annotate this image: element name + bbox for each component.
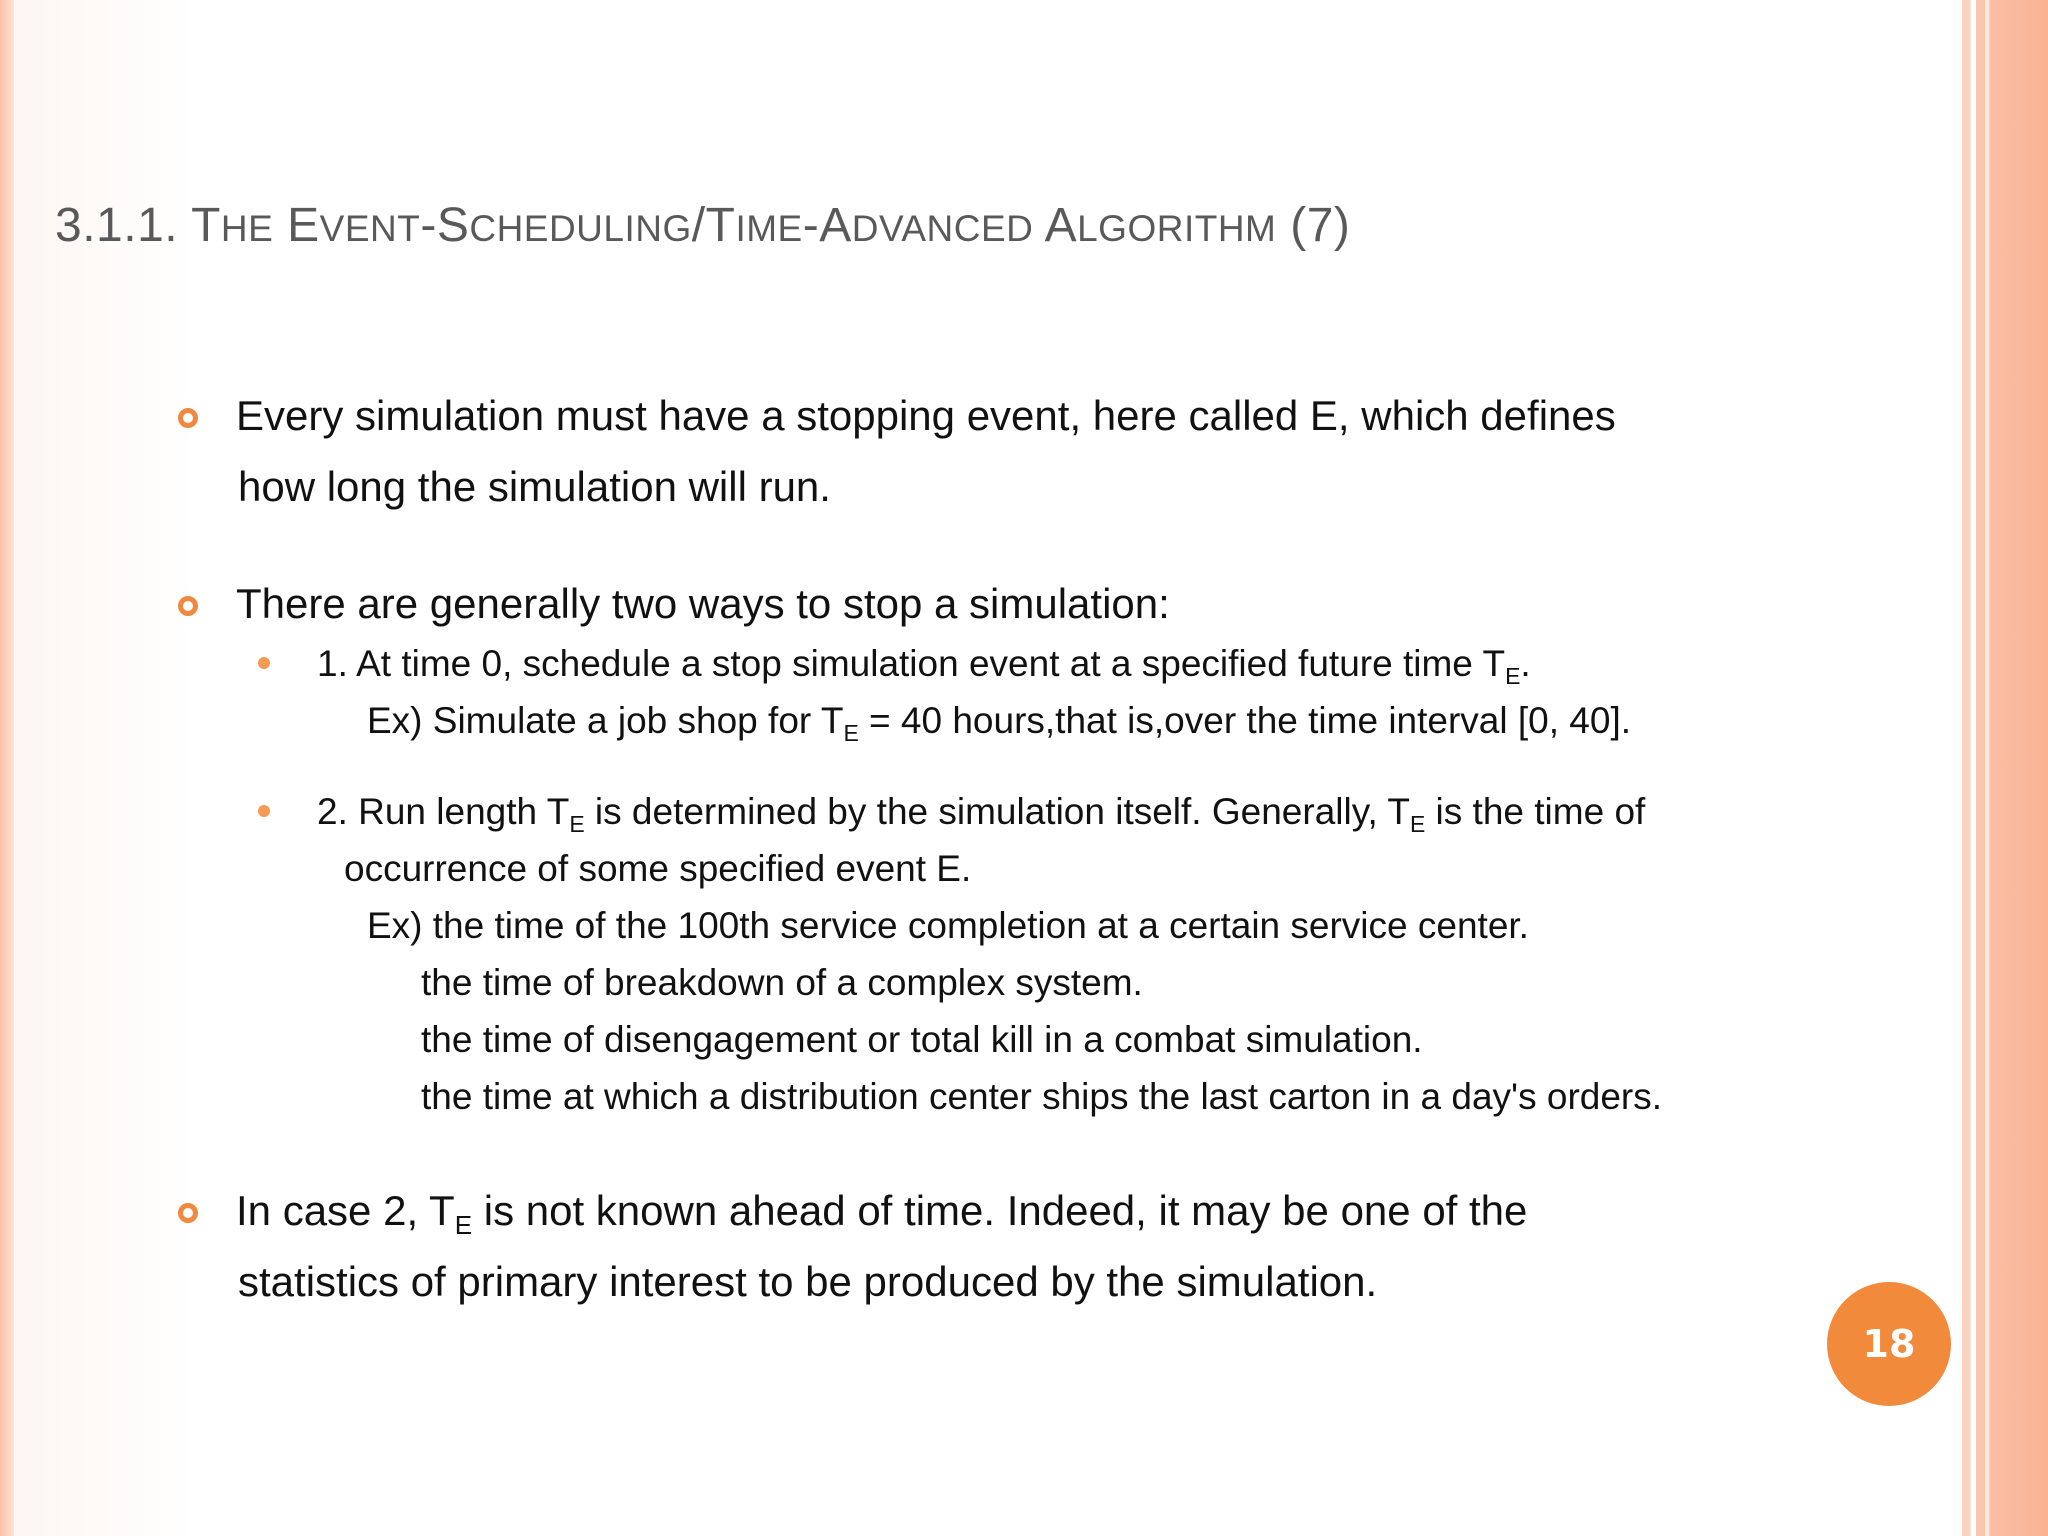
sub2-line2: occurrence of some specified event E. [344,848,972,889]
ring-bullet-icon [178,596,198,616]
sub2-line5: the time of disengagement or total kill in a combat simulation. [421,1019,1423,1060]
title-word: ADVANCED [819,199,1034,252]
bullet1-line1: Every simulation must have a stopping event, here called E, which defines [236,392,1616,439]
dot-bullet-icon [258,805,270,817]
title-separator: / [691,199,706,252]
bullet3-line1: In case 2, $T_E$ is not known ahead of time. Indeed, it may be one of the [236,1187,1528,1241]
title-word: THE [191,199,274,252]
sub1-line2: Ex) Simulate a job shop for $T_E = 40$ hours,that is,over the time interval [0, 40]. [367,700,1632,747]
title-number: 3.1.1. [55,199,179,252]
page-number-badge: 18 [1827,1282,1951,1406]
title-separator: - [802,199,820,252]
title-word: EVENT [287,199,421,252]
ring-bullet-icon [178,1203,198,1223]
title-word: ALGORITHM [1044,199,1277,252]
bullet3-line2: statistics of primary interest to be produced by the simulation. [238,1258,1378,1305]
dot-bullet-icon [258,657,270,669]
title-word: SCHEDULING [436,199,692,252]
title-word: TIME [705,199,803,252]
sub2-line1: 2. Run length $T_E$ is determined by the simulation itself. Generally, $T_E$ is the time of [317,791,1646,838]
bullet2-text: There are generally two ways to stop a simulation: [236,580,1170,627]
right-border-decoration [1962,0,2048,1536]
title-separator: - [420,199,437,252]
sub1-line1: 1. At time 0, schedule a stop simulation event at a specified future time $T_E$. [317,643,1531,690]
title-suffix: (7) [1290,199,1351,252]
ring-bullet-icon [178,408,198,428]
sub2-line6: the time at which a distribution center ships the last carton in a day's orders. [421,1076,1663,1117]
sub2-line3: Ex) the time of the 100th service completion at a certain service center. [367,905,1529,946]
sub2-line4: the time of breakdown of a complex system. [421,962,1143,1003]
bullet1-line2: how long the simulation will run. [238,463,831,510]
